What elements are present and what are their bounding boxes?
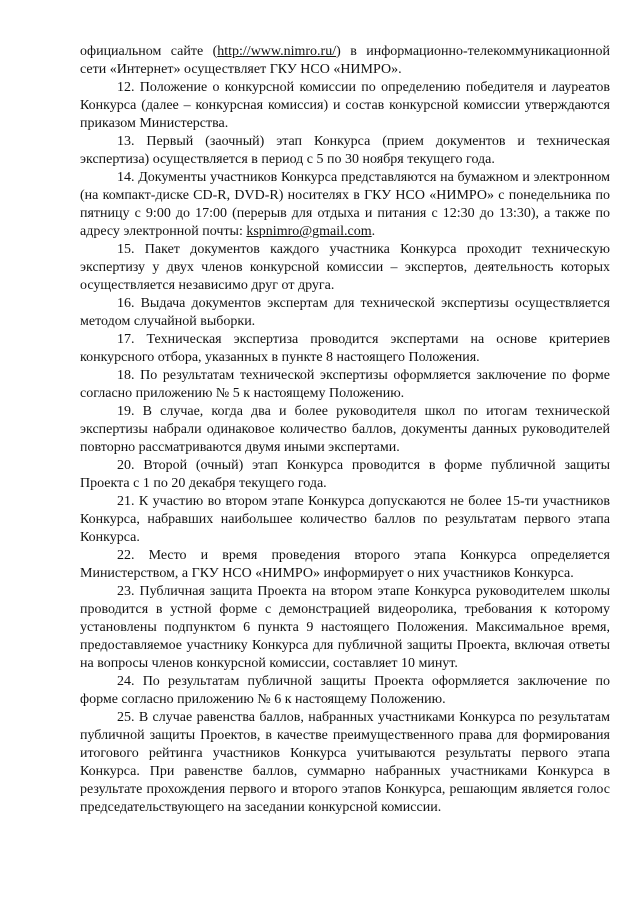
text-after-link: ) в информационно-телекоммуникационной сети «Интернет» осуществляет ГКУ НСО «НИМРО». [80, 44, 610, 77]
text-before-link: официальном сайте ( [80, 44, 218, 59]
document-page [80, 43, 610, 817]
paragraph-22: 22. Место и время проведения второго этапа Конкурса определяется Министерством, а ГКУ НСО «НИМРО» информирует о них участников Конкурса. [80, 548, 610, 581]
email-link[interactable]: kspnimro@gmail.com [246, 224, 372, 239]
paragraph-17: 17. Техническая экспертиза проводится экспертами на основе критериев конкурсного отбора, указанных в пункте 8 настоящего Положения. [80, 332, 610, 365]
website-link[interactable]: http://www.nimro.ru/ [217, 44, 337, 59]
paragraph-12: 12. Положение о конкурсной комиссии по определению победителя и лауреатов Конкурса (далее – конкурсная комиссия) и состав конкурсной комиссии утверждаются приказом Министерства. [80, 80, 610, 131]
paragraph-13: 13. Первый (заочный) этап Конкурса (прием документов и техническая экспертиза) осуществляется в период с 5 по 30 ноября текущего года. [80, 134, 610, 167]
paragraph-14-end: . [371, 224, 376, 239]
paragraph-11-continuation [80, 43, 610, 79]
paragraph-15: 15. Пакет документов каждого участника Конкурса проходит техническую экспертизу у двух членов конкурсной комиссии – экспертов, деятельность которых осуществляется независимо друг от друга. [80, 242, 610, 293]
paragraph-19: 19. В случае, когда два и более руководителя школ по итогам технической экспертизы набрали одинаковое количество баллов, документы данных руководителей повторно рассматриваются двумя иными экспертами. [80, 404, 610, 455]
paragraph-24: 24. По результатам публичной защиты Проекта оформляется заключение по форме согласно приложению № 6 к настоящему Положению. [80, 674, 610, 707]
paragraph-25: 25. В случае равенства баллов, набранных участниками Конкурса по результатам публичной защиты Проектов, в качестве преимущественного права для формирования итогового рейтинга участников Конкурса учитываются результаты первого этапа Конкурса. При равенстве баллов, суммарно набранных участниками Конкурса в результате прохождения первого и второго этапов Конкурса, решающим является голос председательствующего на заседании конкурсной комиссии. [80, 710, 610, 815]
paragraph-21: 21. К участию во втором этапе Конкурса допускаются не более 15-ти участников Конкурса, набравших наибольшее количество баллов по результатам первого этапа Конкурса. [80, 494, 610, 545]
paragraph-18: 18. По результатам технической экспертизы оформляется заключение по форме согласно приложению № 5 к настоящему Положению. [80, 368, 610, 401]
paragraph-20: 20. Второй (очный) этап Конкурса проводится в форме публичной защиты Проекта с 1 по 20 декабря текущего года. [80, 458, 610, 491]
paragraph-14-text: 14. Документы участников Конкурса представляются на бумажном и электронном (на компакт-диске CD-R, DVD-R) носителях в ГКУ НСО «НИМРО» с понедельника по пятницу с 9:00 до 17:00 (перерыв для отдыха и питания с 12:30 до 13:30), а также по адресу электронной почты: [80, 170, 610, 239]
paragraph-16: 16. Выдача документов экспертам для технической экспертизы осуществляется методом случайной выборки. [80, 296, 610, 329]
paragraph-23: 23. Публичная защита Проекта на втором этапе Конкурса руководителем школы проводится в устной форме с демонстрацией видеоролика, требования к которому установлены подпунктом 6 пункта 9 настоящего Положения. Максимальное время, предоставляемое участнику Конкурса для публичной защиты Проекта, включая ответы на вопросы членов конкурсной комиссии, составляет 10 минут. [80, 584, 610, 671]
paragraph-14 [80, 169, 610, 241]
